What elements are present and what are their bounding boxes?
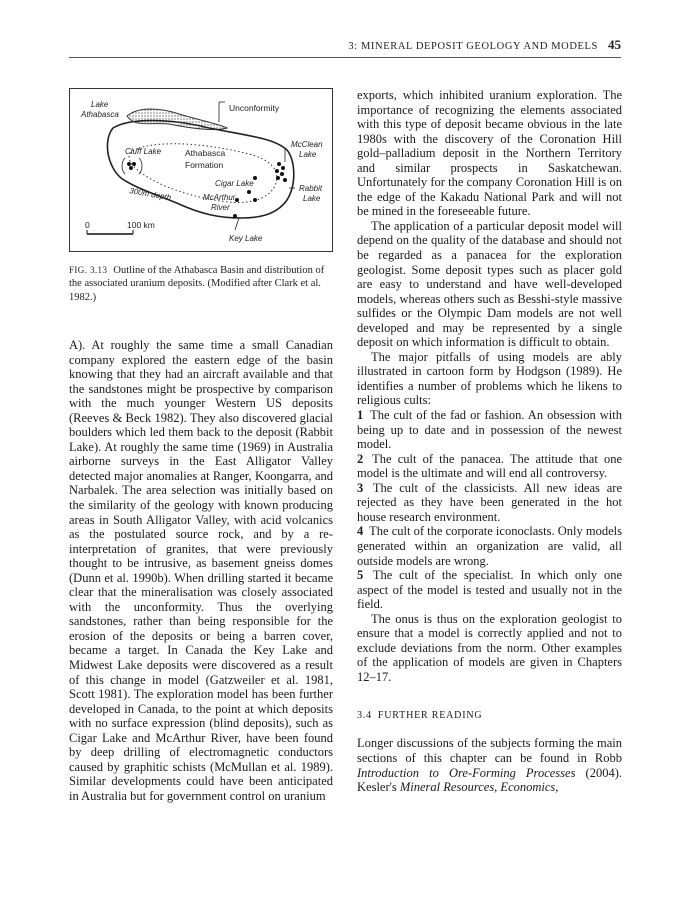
lake-athabasca-label-2: Athabasca — [81, 110, 119, 119]
body-paragraph: Longer discussions of the subjects forming the main sections of this chapter can be found in Robb Introduction to Ore-Forming Processes (2004). Kesler's Mineral Resources, Economics, — [357, 736, 622, 795]
cult-item: 3 The cult of the classicists. All new ideas are rejected as they have been generated in the hot house research environment. — [357, 480, 622, 524]
cigar-lake-label: Cigar Lake — [215, 179, 254, 188]
figure-caption-text: Outline of the Athabasca Basin and distribution of the associated uranium deposits. (Modified after Clark et al. 1982.) — [69, 265, 325, 303]
map-svg — [69, 88, 333, 252]
deposit-dot — [283, 178, 287, 182]
deposit-dot — [280, 172, 284, 176]
header-rule — [69, 57, 621, 58]
unconformity-label: Unconformity — [229, 103, 280, 113]
mcarthur-label-2: River — [211, 203, 230, 212]
left-column — [69, 338, 333, 804]
section-heading — [357, 696, 622, 736]
cult-item: 1 The cult of the fad or fashion. An obsession with being up to date and in possession of the newest model. — [357, 408, 622, 452]
chapter-label: 3: MINERAL DEPOSIT GEOLOGY AND MODELS — [348, 41, 598, 52]
body-paragraph: A). At roughly the same time a small Canadian company explored the eastern edge of the basin knowing that they had an aircraft available and that the sandstones might be prospective by comparison with the much younger Western US deposits (Reeves & Beck 1982). They also discovered glacial boulders which led them back to the deposit (Rabbit Lake). At roughly the same time (1969) in Australia airborne surveys in the East Alligator Valley detected major anomalies at Ranger, Koongarra, and Narbalek. The area selection was initially based on the similarity of the geology with known producing areas in South Alligator Valley, with acid volcanics as the postulated source rock, and by a re-interpretation of granites, that were previously thought to be intrusive, as basement gneiss domes (Dunn et al. 1990b). When drilling started it became clear that the mineralisation was closely associated with the unconformity. Thus the overlying sandstones, rather than being responsible for the erosion of the deposits or being a barren cover, became a target. In Canada the Key Lake and Midwest Lake deposits were discovered as a result of this change in model (Gatzweiler et al. 1981, Scott 1981). The exploration model has been further developed in Canada, to the point at which deposits with no surface expression (blind deposits), such as Cigar Lake and McArthur River, have been found by deep drilling of electromagnetic conductors caused by graphitic schists (McMullan et al. 1989). Similar developments could have been anticipated in Australia but for government control on uranium — [69, 338, 333, 803]
deposit-dot — [235, 198, 239, 202]
key-lake-label: Key Lake — [229, 234, 263, 243]
deposit-dot — [277, 162, 281, 166]
running-head — [69, 37, 621, 53]
cluff-lake-label: Cluff Lake — [125, 147, 162, 156]
cult-item: 5 The cult of the specialist. In which only one aspect of the model is tested and usually not in the field. — [357, 568, 622, 612]
deposit-dot — [129, 166, 133, 170]
right-column — [357, 88, 622, 795]
body-paragraph: exports, which inhibited uranium exploration. The importance of recognizing the elements associated with this type of deposit became obvious in the late 1980s with the discovery of the Coronation Hill gold–palladium deposit in the Northern Territory and similar prospects in Saskatchewan. Unfortunately for the company Coronation Hill is on the edge of the Kakadu National Park and will not be mined in the foreseeable future. — [357, 88, 622, 219]
athabasca-basin-map — [69, 88, 333, 252]
deposit-dot — [247, 190, 251, 194]
athabasca-formation-label-2: Formation — [185, 160, 224, 170]
cult-item: 4 The cult of the corporate iconoclasts. Only models generated within an organization are valid, all outside models are wrong. — [357, 524, 622, 568]
mcclean-label-1: McClean — [291, 140, 323, 149]
rabbit-label-1: Rabbit — [299, 184, 323, 193]
scale-zero-label: 0 — [85, 220, 90, 230]
lake-athabasca-label-1: Lake — [91, 100, 109, 109]
page-number: 45 — [608, 37, 621, 52]
body-paragraph: The application of a particular deposit model will depend on the quality of the database and should not be regarded as a panacea for the exploration geologist. Some deposit types such as placer gold are easy to understand and have well-developed models, whereas others such as Besshi-style massive sulfides or the Olympic Dam models are not well developed and may be represented by a single deposit on which information is difficult to obtain. — [357, 218, 622, 350]
deposit-dot — [127, 162, 131, 166]
body-paragraph: The onus is thus on the exploration geologist to ensure that a model is correctly applied and not to exclude deviations from the norm. Other examples of the application of models are given in Chapters 12–17. — [357, 611, 622, 684]
mcarthur-label-1: McArthur — [203, 193, 236, 202]
section-number: 3.4 — [357, 710, 372, 722]
body-paragraph: The major pitfalls of using models are ably illustrated in cartoon form by Hodgson (1989). He identifies a number of problems which he likens to religious cults: — [357, 349, 622, 408]
rabbit-label-2: Lake — [303, 194, 321, 203]
deposit-dot — [233, 214, 237, 218]
figure-label: FIG. 3.13 — [69, 265, 108, 275]
athabasca-formation-label-1: Athabasca — [185, 148, 226, 158]
deposit-dot — [281, 166, 285, 170]
scale-100-label: 100 km — [127, 220, 155, 230]
section-title: FURTHER READING — [377, 710, 483, 722]
deposit-dot — [276, 176, 280, 180]
figure-caption — [69, 264, 333, 304]
depth-label: 300m depth — [128, 186, 172, 203]
cult-item: 2 The cult of the panacea. The attitude that one model is the ultimate and will end all controversy. — [357, 451, 622, 481]
deposit-dot — [275, 169, 279, 173]
mcclean-label-2: Lake — [299, 150, 317, 159]
deposit-dot — [132, 162, 136, 166]
deposit-dot — [253, 198, 257, 202]
